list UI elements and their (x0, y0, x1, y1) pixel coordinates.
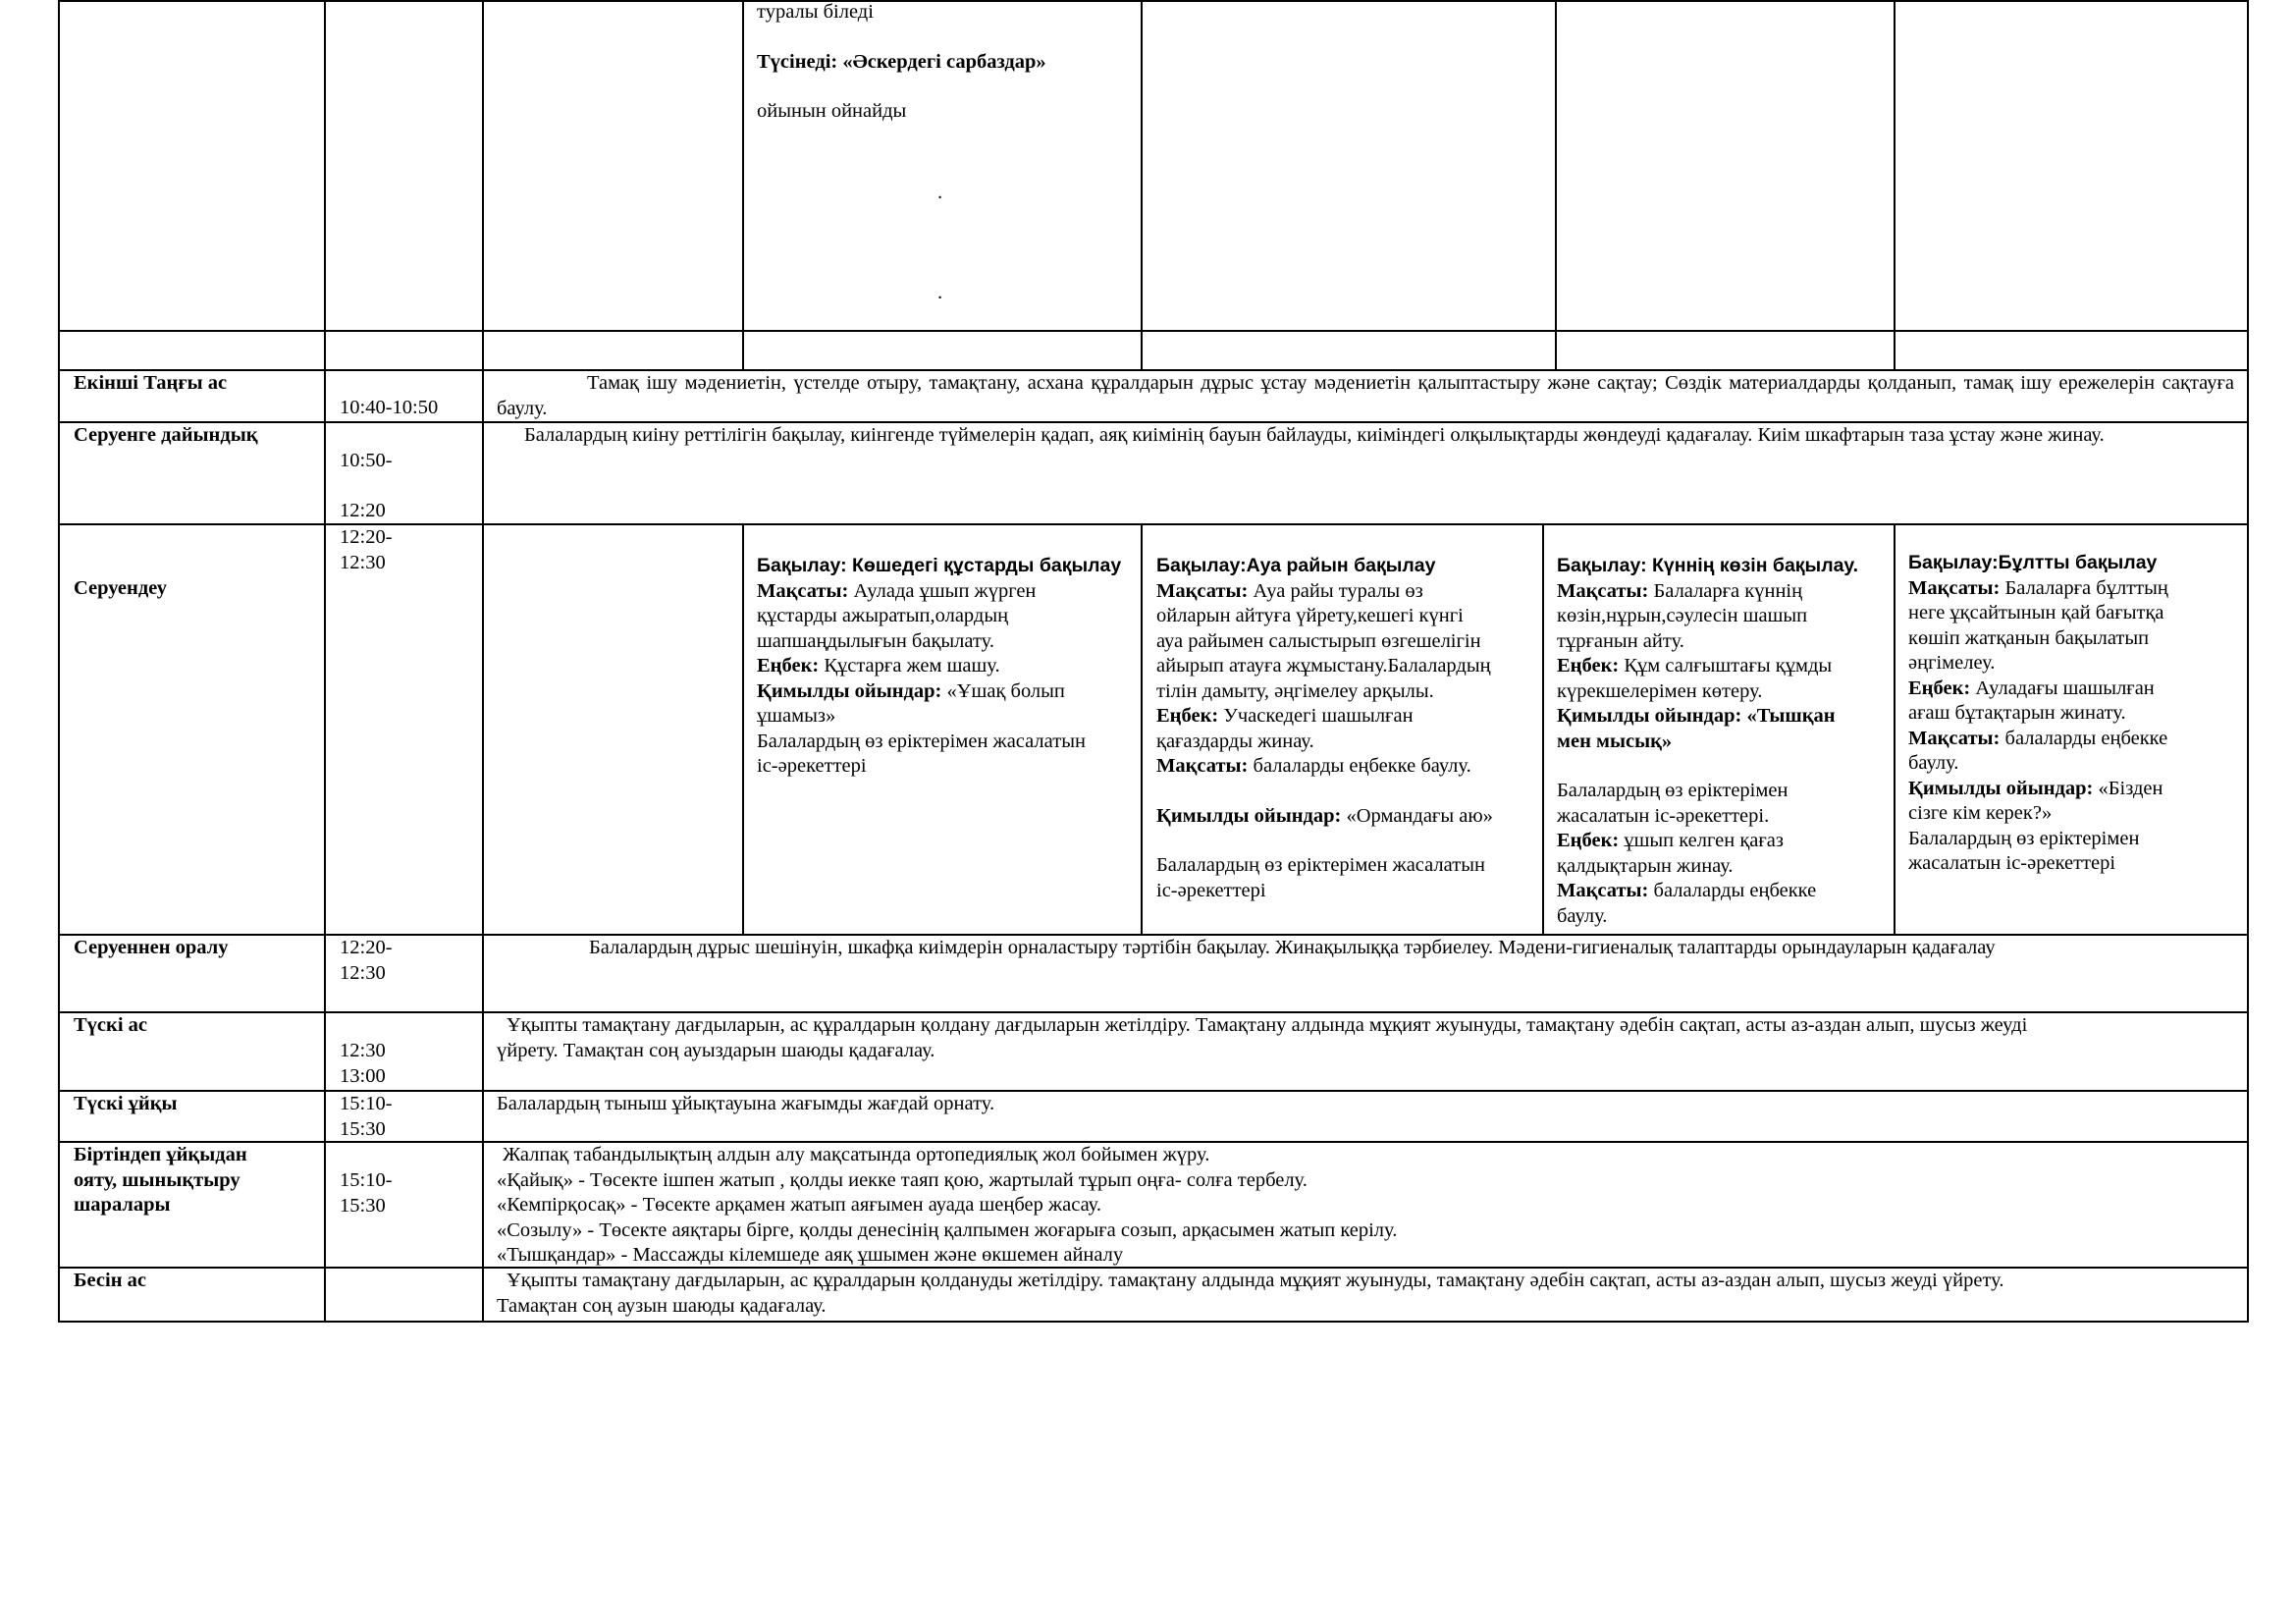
wakeup-line: «Кемпірқосақ» - Төсекте арқамен жатып аяғымен ауада шеңбер жасау. (497, 1194, 1101, 1216)
walk-col-4-line: ағаш бұтақтарын жинату. (1908, 702, 2126, 724)
walk-col-1-line: іс-әрекеттері (757, 755, 867, 777)
walk-col-1-line: ұшамыз» (757, 705, 836, 727)
row-divider (58, 330, 2249, 332)
col-divider (1555, 0, 1557, 371)
col-divider (742, 523, 744, 936)
wakeup-line: Жалпақ табандылықтың алдын алу мақсатында ортопедиялық жол бойымен жүру. (503, 1144, 1210, 1165)
walk-col-4-line: Мақсаты: балаларды еңбекке (1908, 727, 2168, 749)
walk-col-2-line: Мақсаты: балаларды еңбекке баулу. (1156, 755, 1471, 777)
top-dot-1: . (937, 182, 943, 203)
walk-col-4 (1908, 551, 2168, 877)
walk-col-2-title: Бақылау:Ауа райын бақылау (1156, 555, 1436, 576)
col-divider (742, 0, 744, 371)
walk-col-1-line: шапшаңдылығын бақылату. (757, 629, 994, 652)
col-divider (482, 0, 484, 1323)
walk-col-4-line: Қимылды ойындар: «Бізден (1908, 777, 2163, 799)
walk-col-2-line: тілін дамыту, әңгімелеу арқылы. (1156, 679, 1434, 702)
row-text-afternoon-snack-1: Ұқыпты тамақтану дағдыларын, ас құралдарын қолдануды жетілдіру. тамақтану алдында мұқият жуынуды, тамақтану әдебін сақтап, асты аз-аздан алып, шусыз жеуді үйрету. (507, 1270, 2004, 1291)
row-text-nap: Балалардың тыныш ұйықтауына жағымды жағдай орнату. (497, 1093, 995, 1114)
walk-col-3-line: күрекшелерімен көтеру. (1557, 679, 1763, 702)
walk-col-3-line: Мақсаты: балаларды еңбекке (1557, 880, 1817, 901)
walk-col-3-line: қалдықтарын жинау. (1557, 854, 1734, 877)
walk-col-1 (757, 554, 1121, 780)
top-line-3: ойынын ойнайды (757, 100, 907, 122)
walk-col-3-line: Мақсаты: Балаларға күннің (1557, 579, 1803, 602)
row-label-second-breakfast: Екінші Таңғы ас (74, 372, 228, 394)
walk-col-3-line: Қимылды ойындар: «Тышқан (1557, 705, 1836, 727)
walk-col-1-line: құстарды ажыратып,олардың (757, 605, 1009, 626)
row-text-wakeup (497, 1143, 1397, 1269)
walk-col-1-line: Еңбек: Құстарға жем шашу. (757, 655, 1000, 677)
row-time-walk-return-1: 12:20- (340, 937, 393, 958)
row-time-nap-2: 15:30 (340, 1118, 386, 1140)
walk-col-4-line: көшіп жатқанын бақылатып (1908, 626, 2150, 649)
row-text-walk-prep-content: Балалардың киіну реттілігін бақылау, киінгенде түймелерін қадап, аяқ киімінің бауын байлауды, киіміндегі олқылықтарды жөндеуді қадағалау. Киім шкафтарын таза ұстау және жинау. (524, 424, 2105, 446)
walk-col-2-line: қағаздарды жинау. (1156, 730, 1314, 752)
walk-col-4-line: сізге кім керек?» (1908, 802, 2053, 824)
col-divider (1141, 523, 1143, 936)
walk-col-4-line: әңгімелеу. (1908, 652, 1996, 674)
walk-col-4-line: Еңбек: Ауладағы шашылған (1908, 677, 2155, 699)
row-time-walk-prep-1: 10:50- (340, 450, 393, 471)
walk-col-2-line: Мақсаты: Ауа райы туралы өз (1156, 579, 1423, 602)
row-time-wakeup-1: 15:10- (340, 1169, 393, 1191)
wakeup-line: «Қайық» - Төсекте ішпен жатып , қолды иекке таяп қою, жартылай тұрып оңға- солға тербелу. (497, 1168, 1308, 1191)
row-label-walk-prep: Серуенге дайындық (74, 424, 258, 446)
col-divider (324, 0, 326, 1323)
row-time-nap-1: 15:10- (340, 1093, 393, 1114)
walk-col-4-line: неге ұқсайтынын қай бағытқа (1908, 602, 2164, 623)
walk-col-1-line: Қимылды ойындар: «Ұшақ болып (757, 679, 1065, 702)
walk-col-3-line: жасалатын іс-әрекеттері. (1557, 804, 1770, 827)
walk-col-1-title: Бақылау: Көшедегі құстарды бақылау (757, 555, 1122, 576)
walk-col-4-line: Балалардың өз еріктерімен (1908, 827, 2140, 849)
walk-col-2-line: Балалардың өз еріктерімен жасалатын (1156, 854, 1485, 876)
walk-col-3-line: көзін,нұрын,сәулесін шашып (1557, 605, 1808, 626)
table-border-right (2247, 0, 2249, 1323)
wakeup-line: «Созылу» - Төсекте аяқтары бірге, қолды денесінің қалпымен жоғарыға созып, арқасымен жатып керілу. (497, 1218, 1398, 1241)
row-text-second-breakfast (497, 371, 2234, 421)
walk-col-3-line: баулу. (1557, 904, 1608, 927)
top-line-2 (757, 50, 1046, 76)
row-text-walk-prep (497, 423, 2234, 449)
walk-col-2 (1156, 554, 1493, 903)
walk-col-2-line: айырып атауға жұмыстану.Балалардың (1156, 655, 1491, 677)
row-time-lunch-2: 13:00 (340, 1065, 386, 1087)
row-time-second-breakfast: 10:40-10:50 (340, 397, 439, 418)
row-time-walk-return-2: 12:30 (340, 962, 386, 984)
row-text-walk-return: Балалардың дұрыс шешінуін, шкафқа киімдерін орналастыру тәртібін бақылау. Жинақылыққа тәрбиелеу. Мәдени-гигиеналық талаптарды орындауларын қадағалау (589, 937, 1996, 958)
walk-col-4-line: Мақсаты: Балаларға бұлттың (1908, 576, 2168, 599)
top-line-1: туралы біледі (757, 1, 874, 23)
row-label-wakeup-1: Біртіндеп ұйқыдан (74, 1144, 247, 1165)
row-label-lunch: Түскі ас (74, 1014, 148, 1036)
row-label-afternoon-snack: Бесін ас (74, 1270, 146, 1291)
wakeup-line: «Тышқандар» - Массажды кілемшеде аяқ ұшымен және өкшемен айналу (497, 1244, 1124, 1266)
row-label-wakeup-3: шаралары (74, 1194, 171, 1216)
row-text-lunch-2: үйрету. Тамақтан соң ауыздарын шаюды қадағалау. (497, 1040, 935, 1061)
row-time-wakeup-2: 15:30 (340, 1195, 386, 1217)
col-divider (1141, 0, 1143, 371)
walk-col-3-line: тұрғанын айту. (1557, 629, 1684, 652)
walk-col-3-line: Еңбек: Құм салғыштағы құмды (1557, 655, 1833, 677)
walk-col-4-title: Бақылау:Бұлтты бақылау (1908, 552, 2158, 573)
walk-col-4-line: жасалатын іс-әрекеттері (1908, 852, 2116, 874)
row-time-walk-2: 12:30 (340, 552, 386, 573)
top-line-2-text: Түсінеді: «Әскердегі сарбаздар» (757, 50, 1046, 73)
walk-col-1-line: Балалардың өз еріктерімен жасалатын (757, 730, 1086, 752)
walk-col-3-line: Еңбек: ұшып келген қағаз (1557, 830, 1785, 851)
col-divider (1894, 0, 1896, 371)
walk-col-3-line: Балалардың өз еріктерімен (1557, 780, 1789, 801)
row-time-walk-prep-2: 12:20 (340, 500, 386, 521)
walk-col-4-line: баулу. (1908, 752, 1959, 774)
col-divider (1542, 523, 1544, 936)
top-cell-text (757, 0, 1046, 125)
row-text-afternoon-snack-2: Тамақтан соң аузын шаюды қадағалау. (497, 1295, 827, 1317)
row-text-lunch-1: Ұқыпты тамақтану дағдыларын, ас құралдарын қолдану дағдыларын жетілдіру. Тамақтану алдында мұқият жуынуды, тамақтану әдебін сақтап, асты аз-аздан алып, шусыз жеуді (507, 1014, 2028, 1036)
row-label-wakeup (74, 1143, 247, 1218)
walk-col-2-line: Еңбек: Учаскедегі шашылған (1156, 705, 1414, 727)
walk-col-1-line: Мақсаты: Аулада ұшып жүрген (757, 579, 1037, 602)
col-divider (1894, 523, 1896, 936)
row-time-walk-1: 12:20- (340, 526, 393, 548)
row-label-nap: Түскі ұйқы (74, 1093, 178, 1114)
table-border-top (58, 0, 2249, 2)
walk-col-3 (1557, 554, 1858, 929)
walk-col-2-line: Қимылды ойындар: «Ормандағы аю» (1156, 804, 1493, 827)
walk-col-3-title: Бақылау: Күннің көзін бақылау. (1557, 555, 1858, 576)
table-border-left (58, 0, 60, 1323)
row-label-walk: Серуендеу (74, 577, 168, 599)
table-border-bottom (58, 1321, 2249, 1323)
walk-col-2-line: ауа райымен салыстырып өзгешелігін (1156, 629, 1481, 652)
walk-col-2-line: ойларын айтуға үйрету,кешегі күнгі (1156, 605, 1464, 626)
row-time-lunch-1: 12:30 (340, 1040, 386, 1061)
walk-col-3-line: мен мысық» (1557, 730, 1673, 752)
top-dot-2: . (937, 282, 943, 303)
row-label-walk-return: Серуеннен оралу (74, 937, 229, 958)
row-label-wakeup-2: ояту, шынықтыру (74, 1168, 240, 1191)
walk-col-2-line: іс-әрекеттері (1156, 879, 1266, 901)
row-text-second-breakfast-content: Тамақ ішу мәдениетін, үстелде отыру, тамақтану, асхана құралдарын дұрыс ұстау мәдениетін қалыптастыру және сақтау; Сөздік материалдарды қолданып, тамақ ішу ережелерін сақтауға баулу. (497, 372, 2234, 419)
